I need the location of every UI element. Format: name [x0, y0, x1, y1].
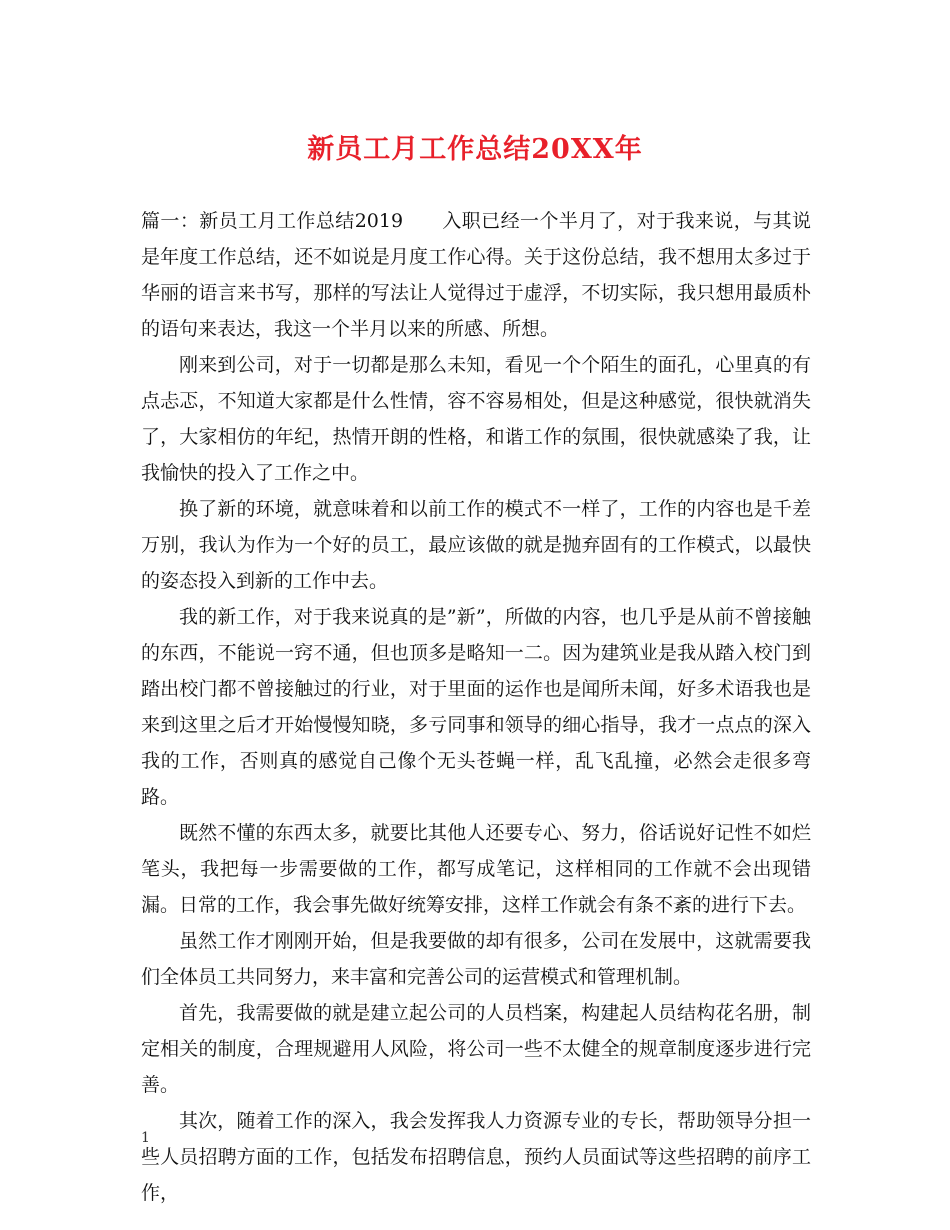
body-paragraph: 其次，随着工作的深入，我会发挥我人力资源专业的专长，帮助领导分担一些人员招聘方面的工作，包括发布招聘信息，预约人员面试等这些招聘的前序工作，: [141, 1110, 811, 1204]
body-paragraph: 虽然工作才刚刚开始，但是我要做的却有很多，公司在发展中，这就需要我们全体员工共同努力，来丰富和完善公司的运营模式和管理机制。: [141, 930, 811, 988]
body-paragraph: 换了新的环境，就意味着和以前工作的模式不一样了，工作的内容也是千差万别，我认为作为一个好的员工，最应该做的就是抛弃固有的工作模式，以最快的姿态投入到新的工作中去。: [141, 498, 811, 592]
body-paragraph: 刚来到公司，对于一切都是那么未知，看见一个个陌生的面孔，心里真的有点忐忑，不知道大家都是什么性情，容不容易相处，但是这种感觉，很快就消失了，大家相仿的年纪，热情开朗的性格，和谐工作的氛围，很快就感染了我，让我愉快的投入了工作之中。: [141, 354, 811, 484]
body-paragraph: 我的新工作，对于我来说真的是”新”，所做的内容，也几乎是从前不曾接触的东西，不能说一窍不通，但也顶多是略知一二。因为建筑业是我从踏入校门到踏出校门都不曾接触过的行业，对于里面的运作也是闻所未闻，好多术语我也是来到这里之后才开始慢慢知晓，多亏同事和领导的细心指导，我才一点点的深入我的工作，否则真的感觉自己像个无头苍蝇一样，乱飞乱撞，必然会走很多弯路。: [141, 606, 811, 808]
page-number: 1: [141, 1130, 150, 1146]
document-body: [141, 203, 811, 1211]
body-paragraph: 首先，我需要做的就是建立起公司的人员档案，构建起人员结构花名册，制定相关的制度，合理规避用人风险，将公司一些不太健全的规章制度逐步进行完善。: [141, 1002, 811, 1096]
intro-paragraph: 篇一：新员工月工作总结2019 入职已经一个半月了，对于我来说，与其说是年度工作总结，还不如说是月度工作心得。关于这份总结，我不想用太多过于华丽的语言来书写，那样的写法让人觉得过于虚浮，不切实际，我只想用最质朴的语句来表达，我这一个半月以来的所感、所想。: [141, 210, 811, 340]
document-title: 新员工月工作总结20XX年: [307, 134, 643, 165]
body-paragraph: 既然不懂的东西太多，就要比其他人还要专心、努力，俗话说好记性不如烂笔头，我把每一步需要做的工作，都写成笔记，这样相同的工作就不会出现错漏。日常的工作，我会事先做好统筹安排，这样工作就会有条不紊的进行下去。: [141, 822, 811, 916]
